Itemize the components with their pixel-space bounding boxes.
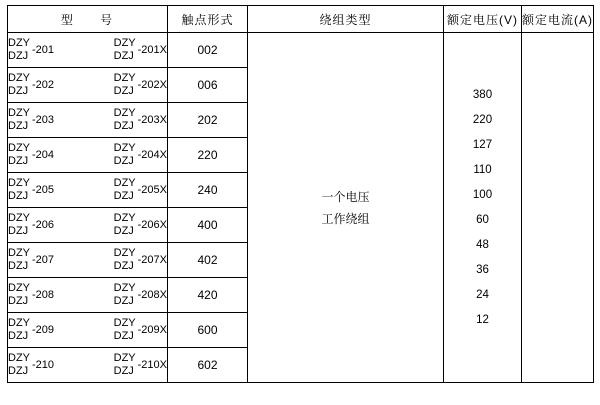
spec-table-page [0, 5, 600, 405]
model-pair-left [8, 282, 54, 308]
model-suffix-left: -207 [32, 254, 55, 266]
model-prefix-right [114, 177, 136, 203]
model-prefix-left-line1: DZY [8, 177, 30, 189]
model-prefix-left-line2: DZJ [8, 155, 29, 167]
model-pair-right [114, 352, 167, 378]
model-prefix-left-line1: DZY [8, 212, 30, 224]
table-header [8, 6, 594, 33]
header-current: 额定电流(A) [522, 6, 594, 33]
model-prefix-left-line2: DZJ [8, 365, 29, 377]
model-cell [8, 68, 168, 103]
model-prefix-left-line1: DZY [8, 282, 30, 294]
model-prefix-left-line1: DZY [8, 37, 30, 49]
model-prefix-right-line1: DZY [113, 282, 136, 294]
model-prefix-right-line2: DZJ [113, 365, 134, 377]
model-cell [8, 103, 168, 138]
voltage-value: 60 [476, 213, 489, 226]
model-suffix-right: -207X [137, 254, 167, 266]
contact-cell: 220 [168, 138, 248, 173]
relay-spec-table [7, 5, 594, 383]
model-suffix-right: -201X [137, 44, 167, 56]
model-prefix-left [8, 317, 30, 343]
model-prefix-right-line2: DZJ [113, 330, 134, 342]
model-prefix-left [8, 37, 30, 63]
header-model [8, 6, 168, 33]
model-prefix-right-line2: DZJ [113, 260, 134, 272]
model-prefix-right-line1: DZY [113, 142, 136, 154]
table-row [8, 33, 594, 68]
contact-cell: 402 [168, 243, 248, 278]
model-pair-left [8, 142, 54, 168]
header-winding: 绕组类型 [248, 6, 444, 33]
model-suffix-right: -206X [137, 219, 167, 231]
model-prefix-left-line1: DZY [8, 142, 30, 154]
voltage-value: 48 [476, 238, 489, 251]
model-prefix-left-line1: DZY [8, 317, 30, 329]
winding-line1: 一个电压 [321, 189, 370, 204]
model-prefix-right-line1: DZY [113, 352, 136, 364]
contact-cell: 006 [168, 68, 248, 103]
model-pair-left [8, 352, 54, 378]
model-cell [8, 313, 168, 348]
voltage-value: 220 [472, 113, 493, 126]
model-prefix-left-line2: DZJ [8, 225, 29, 237]
model-prefix-right [114, 317, 136, 343]
winding-cell [248, 33, 444, 383]
model-prefix-left [8, 142, 30, 168]
header-model-label: 型 号 [60, 12, 125, 27]
voltage-value: 110 [473, 163, 492, 176]
model-suffix-left: -206 [32, 219, 55, 231]
model-prefix-left [8, 352, 30, 378]
model-prefix-right-line1: DZY [113, 212, 136, 224]
model-prefix-left-line2: DZJ [8, 190, 29, 202]
model-cell [8, 138, 168, 173]
model-pair-left [8, 107, 54, 133]
model-prefix-left-line2: DZJ [8, 120, 29, 132]
model-suffix-left: -209 [32, 324, 55, 336]
model-suffix-left: -204 [32, 149, 55, 161]
model-prefix-left-line1: DZY [8, 72, 30, 84]
model-prefix-right-line2: DZJ [113, 225, 134, 237]
model-prefix-right [114, 212, 136, 238]
voltage-cell [444, 33, 522, 383]
model-suffix-left: -205 [32, 184, 55, 196]
model-cell [8, 348, 168, 383]
model-prefix-left-line1: DZY [8, 247, 30, 259]
model-suffix-right: -202X [137, 79, 167, 91]
model-pair-right [114, 317, 167, 343]
model-pair-right [114, 37, 167, 63]
model-prefix-right-line2: DZJ [113, 190, 134, 202]
voltage-value: 24 [476, 288, 489, 301]
model-cell [8, 33, 168, 68]
model-prefix-right-line2: DZJ [113, 295, 134, 307]
model-prefix-left [8, 282, 30, 308]
model-pair-right [114, 107, 167, 133]
model-prefix-right [114, 37, 136, 63]
model-prefix-left-line2: DZJ [8, 50, 29, 62]
contact-cell: 240 [168, 173, 248, 208]
table-body [8, 33, 594, 383]
voltage-value: 12 [476, 313, 489, 326]
header-voltage: 额定电压(V) [444, 6, 522, 33]
model-cell [8, 243, 168, 278]
model-pair-left [8, 317, 54, 343]
model-prefix-right-line1: DZY [113, 317, 136, 329]
voltage-value: 380 [472, 88, 493, 101]
model-suffix-left: -210 [32, 359, 55, 371]
model-prefix-left-line1: DZY [8, 107, 30, 119]
model-pair-left [8, 212, 54, 238]
winding-line2: 工作绕组 [321, 211, 370, 226]
model-prefix-right [114, 142, 136, 168]
model-prefix-right [114, 247, 136, 273]
header-contact: 触点形式 [168, 6, 248, 33]
model-suffix-right: -204X [137, 149, 167, 161]
model-cell [8, 173, 168, 208]
model-prefix-right-line1: DZY [113, 107, 136, 119]
model-prefix-left [8, 177, 30, 203]
model-prefix-left-line2: DZJ [8, 85, 29, 97]
model-prefix-right-line1: DZY [113, 37, 136, 49]
model-pair-left [8, 177, 54, 203]
model-suffix-left: -202 [32, 79, 55, 91]
model-prefix-right-line1: DZY [113, 177, 136, 189]
model-pair-right [114, 247, 167, 273]
header-row [8, 6, 594, 33]
model-pair-left [8, 72, 54, 98]
model-suffix-left: -201 [32, 44, 55, 56]
model-pair-left [8, 247, 54, 273]
model-prefix-left [8, 212, 30, 238]
current-cell [522, 33, 594, 383]
model-prefix-right-line2: DZJ [113, 155, 134, 167]
model-pair-right [114, 177, 167, 203]
model-prefix-right [114, 107, 136, 133]
model-prefix-left-line2: DZJ [8, 295, 29, 307]
voltage-value: 127 [472, 138, 493, 151]
model-pair-left [8, 37, 54, 63]
model-prefix-right [114, 352, 136, 378]
model-prefix-right [114, 282, 136, 308]
model-prefix-left [8, 72, 30, 98]
model-suffix-left: -208 [32, 289, 55, 301]
contact-cell: 400 [168, 208, 248, 243]
voltage-value: 36 [476, 263, 489, 276]
model-prefix-right-line1: DZY [113, 72, 136, 84]
contact-cell: 420 [168, 278, 248, 313]
model-prefix-left-line1: DZY [8, 352, 30, 364]
contact-cell: 002 [168, 33, 248, 68]
model-prefix-left [8, 107, 30, 133]
model-pair-right [114, 282, 167, 308]
model-suffix-right: -209X [137, 324, 167, 336]
model-pair-right [114, 212, 167, 238]
model-prefix-right-line2: DZJ [113, 50, 134, 62]
model-prefix-right-line2: DZJ [113, 120, 134, 132]
model-prefix-right-line1: DZY [113, 247, 136, 259]
model-cell [8, 278, 168, 313]
model-suffix-right: -203X [137, 114, 167, 126]
contact-cell: 602 [168, 348, 248, 383]
contact-cell: 600 [168, 313, 248, 348]
model-pair-right [114, 142, 167, 168]
contact-cell: 202 [168, 103, 248, 138]
model-prefix-left [8, 247, 30, 273]
model-prefix-right-line2: DZJ [113, 85, 134, 97]
model-cell [8, 208, 168, 243]
model-prefix-left-line2: DZJ [8, 260, 29, 272]
model-suffix-right: -205X [137, 184, 167, 196]
model-suffix-left: -203 [32, 114, 55, 126]
model-suffix-right: -210X [137, 359, 167, 371]
model-pair-right [114, 72, 167, 98]
voltage-value: 100 [472, 188, 493, 201]
model-prefix-left-line2: DZJ [8, 330, 29, 342]
model-prefix-right [114, 72, 136, 98]
model-suffix-right: -208X [137, 289, 167, 301]
